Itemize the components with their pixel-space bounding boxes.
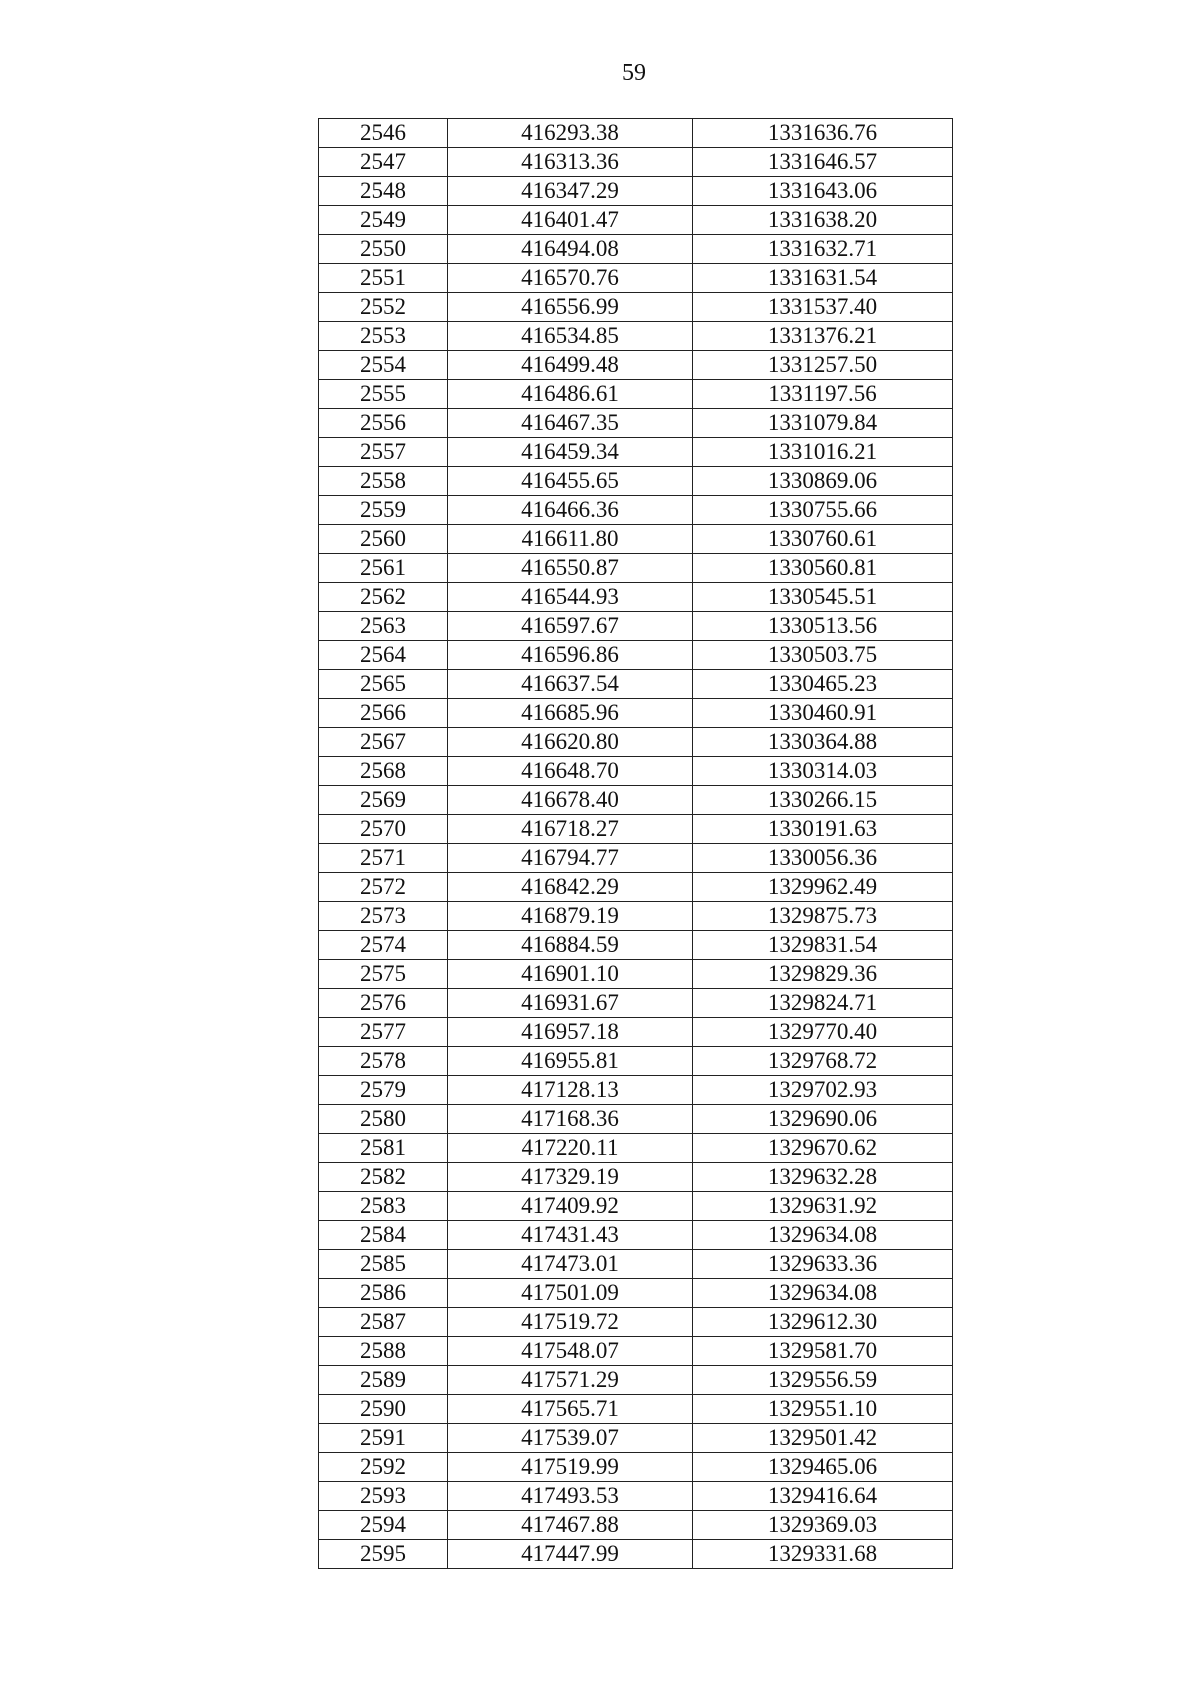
x-coordinate-cell: 416596.86 <box>448 641 693 670</box>
table-row <box>319 409 953 438</box>
y-coordinate-cell: 1330364.88 <box>693 728 953 757</box>
point-number-cell: 2595 <box>319 1540 448 1569</box>
table-row <box>319 264 953 293</box>
table-row <box>319 1221 953 1250</box>
page-number: 59 <box>622 60 646 86</box>
x-coordinate-cell: 416957.18 <box>448 1018 693 1047</box>
x-coordinate-cell: 416459.34 <box>448 438 693 467</box>
table-row <box>319 670 953 699</box>
y-coordinate-cell: 1329702.93 <box>693 1076 953 1105</box>
point-number-cell: 2579 <box>319 1076 448 1105</box>
x-coordinate-cell: 416534.85 <box>448 322 693 351</box>
point-number-cell: 2574 <box>319 931 448 960</box>
point-number-cell: 2558 <box>319 467 448 496</box>
table-row <box>319 1511 953 1540</box>
y-coordinate-cell: 1330056.36 <box>693 844 953 873</box>
table-row <box>319 1076 953 1105</box>
point-number-cell: 2561 <box>319 554 448 583</box>
y-coordinate-cell: 1331376.21 <box>693 322 953 351</box>
table-row <box>319 699 953 728</box>
x-coordinate-cell: 416550.87 <box>448 554 693 583</box>
point-number-cell: 2547 <box>319 148 448 177</box>
table-row <box>319 177 953 206</box>
y-coordinate-cell: 1329670.62 <box>693 1134 953 1163</box>
point-number-cell: 2589 <box>319 1366 448 1395</box>
point-number-cell: 2592 <box>319 1453 448 1482</box>
point-number-cell: 2575 <box>319 960 448 989</box>
x-coordinate-cell: 417128.13 <box>448 1076 693 1105</box>
table-row <box>319 467 953 496</box>
x-coordinate-cell: 416685.96 <box>448 699 693 728</box>
y-coordinate-cell: 1331643.06 <box>693 177 953 206</box>
x-coordinate-cell: 416499.48 <box>448 351 693 380</box>
x-coordinate-cell: 416879.19 <box>448 902 693 931</box>
x-coordinate-cell: 417539.07 <box>448 1424 693 1453</box>
point-number-cell: 2550 <box>319 235 448 264</box>
y-coordinate-cell: 1330314.03 <box>693 757 953 786</box>
table-row <box>319 438 953 467</box>
y-coordinate-cell: 1331257.50 <box>693 351 953 380</box>
point-number-cell: 2566 <box>319 699 448 728</box>
point-number-cell: 2578 <box>319 1047 448 1076</box>
table-row <box>319 902 953 931</box>
x-coordinate-cell: 416794.77 <box>448 844 693 873</box>
point-number-cell: 2549 <box>319 206 448 235</box>
table-row <box>319 931 953 960</box>
y-coordinate-cell: 1330560.81 <box>693 554 953 583</box>
x-coordinate-cell: 417519.72 <box>448 1308 693 1337</box>
x-coordinate-cell: 416486.61 <box>448 380 693 409</box>
y-coordinate-cell: 1330460.91 <box>693 699 953 728</box>
table-row <box>319 1163 953 1192</box>
x-coordinate-cell: 417431.43 <box>448 1221 693 1250</box>
table-row <box>319 235 953 264</box>
x-coordinate-cell: 416718.27 <box>448 815 693 844</box>
y-coordinate-cell: 1331636.76 <box>693 119 953 148</box>
table-row <box>319 1105 953 1134</box>
table-row <box>319 786 953 815</box>
point-number-cell: 2559 <box>319 496 448 525</box>
y-coordinate-cell: 1330503.75 <box>693 641 953 670</box>
table-row <box>319 728 953 757</box>
y-coordinate-cell: 1330869.06 <box>693 467 953 496</box>
y-coordinate-cell: 1329829.36 <box>693 960 953 989</box>
y-coordinate-cell: 1329551.10 <box>693 1395 953 1424</box>
table-row <box>319 612 953 641</box>
point-number-cell: 2585 <box>319 1250 448 1279</box>
x-coordinate-cell: 416931.67 <box>448 989 693 1018</box>
table-row <box>319 844 953 873</box>
y-coordinate-cell: 1331646.57 <box>693 148 953 177</box>
point-number-cell: 2577 <box>319 1018 448 1047</box>
point-number-cell: 2546 <box>319 119 448 148</box>
x-coordinate-cell: 416901.10 <box>448 960 693 989</box>
table-row <box>319 1047 953 1076</box>
point-number-cell: 2594 <box>319 1511 448 1540</box>
x-coordinate-cell: 417571.29 <box>448 1366 693 1395</box>
table-row <box>319 960 953 989</box>
y-coordinate-cell: 1330191.63 <box>693 815 953 844</box>
point-number-cell: 2548 <box>319 177 448 206</box>
x-coordinate-cell: 416467.35 <box>448 409 693 438</box>
y-coordinate-cell: 1331079.84 <box>693 409 953 438</box>
point-number-cell: 2567 <box>319 728 448 757</box>
y-coordinate-cell: 1330755.66 <box>693 496 953 525</box>
y-coordinate-cell: 1329631.92 <box>693 1192 953 1221</box>
point-number-cell: 2569 <box>319 786 448 815</box>
table-row <box>319 1453 953 1482</box>
y-coordinate-cell: 1331638.20 <box>693 206 953 235</box>
point-number-cell: 2568 <box>319 757 448 786</box>
point-number-cell: 2584 <box>319 1221 448 1250</box>
coordinates-table-body <box>319 119 953 1569</box>
point-number-cell: 2560 <box>319 525 448 554</box>
x-coordinate-cell: 416955.81 <box>448 1047 693 1076</box>
point-number-cell: 2563 <box>319 612 448 641</box>
y-coordinate-cell: 1329634.08 <box>693 1279 953 1308</box>
table-row <box>319 119 953 148</box>
point-number-cell: 2570 <box>319 815 448 844</box>
y-coordinate-cell: 1330513.56 <box>693 612 953 641</box>
x-coordinate-cell: 416455.65 <box>448 467 693 496</box>
point-number-cell: 2556 <box>319 409 448 438</box>
point-number-cell: 2572 <box>319 873 448 902</box>
coordinates-table <box>318 118 953 1569</box>
y-coordinate-cell: 1330545.51 <box>693 583 953 612</box>
x-coordinate-cell: 417548.07 <box>448 1337 693 1366</box>
y-coordinate-cell: 1329831.54 <box>693 931 953 960</box>
y-coordinate-cell: 1329875.73 <box>693 902 953 931</box>
x-coordinate-cell: 416466.36 <box>448 496 693 525</box>
y-coordinate-cell: 1330465.23 <box>693 670 953 699</box>
table-row <box>319 1250 953 1279</box>
table-row <box>319 1279 953 1308</box>
point-number-cell: 2581 <box>319 1134 448 1163</box>
point-number-cell: 2576 <box>319 989 448 1018</box>
point-number-cell: 2564 <box>319 641 448 670</box>
y-coordinate-cell: 1329690.06 <box>693 1105 953 1134</box>
table-row <box>319 293 953 322</box>
y-coordinate-cell: 1329768.72 <box>693 1047 953 1076</box>
point-number-cell: 2586 <box>319 1279 448 1308</box>
x-coordinate-cell: 417501.09 <box>448 1279 693 1308</box>
point-number-cell: 2583 <box>319 1192 448 1221</box>
point-number-cell: 2587 <box>319 1308 448 1337</box>
table-row <box>319 989 953 1018</box>
table-row <box>319 1337 953 1366</box>
x-coordinate-cell: 417473.01 <box>448 1250 693 1279</box>
point-number-cell: 2565 <box>319 670 448 699</box>
x-coordinate-cell: 416637.54 <box>448 670 693 699</box>
y-coordinate-cell: 1330760.61 <box>693 525 953 554</box>
table-row <box>319 1192 953 1221</box>
x-coordinate-cell: 417519.99 <box>448 1453 693 1482</box>
y-coordinate-cell: 1329581.70 <box>693 1337 953 1366</box>
table-row <box>319 583 953 612</box>
table-row <box>319 554 953 583</box>
y-coordinate-cell: 1329465.06 <box>693 1453 953 1482</box>
x-coordinate-cell: 416544.93 <box>448 583 693 612</box>
point-number-cell: 2590 <box>319 1395 448 1424</box>
x-coordinate-cell: 416842.29 <box>448 873 693 902</box>
y-coordinate-cell: 1329416.64 <box>693 1482 953 1511</box>
point-number-cell: 2580 <box>319 1105 448 1134</box>
x-coordinate-cell: 417168.36 <box>448 1105 693 1134</box>
point-number-cell: 2562 <box>319 583 448 612</box>
x-coordinate-cell: 416313.36 <box>448 148 693 177</box>
table-row <box>319 525 953 554</box>
x-coordinate-cell: 416347.29 <box>448 177 693 206</box>
y-coordinate-cell: 1329331.68 <box>693 1540 953 1569</box>
table-row <box>319 1308 953 1337</box>
y-coordinate-cell: 1329634.08 <box>693 1221 953 1250</box>
x-coordinate-cell: 417493.53 <box>448 1482 693 1511</box>
x-coordinate-cell: 416401.47 <box>448 206 693 235</box>
table-row <box>319 815 953 844</box>
table-row <box>319 496 953 525</box>
y-coordinate-cell: 1330266.15 <box>693 786 953 815</box>
table-row <box>319 1366 953 1395</box>
point-number-cell: 2591 <box>319 1424 448 1453</box>
table-row <box>319 641 953 670</box>
table-row <box>319 351 953 380</box>
table-row <box>319 322 953 351</box>
x-coordinate-cell: 416494.08 <box>448 235 693 264</box>
y-coordinate-cell: 1331631.54 <box>693 264 953 293</box>
x-coordinate-cell: 417329.19 <box>448 1163 693 1192</box>
x-coordinate-cell: 416293.38 <box>448 119 693 148</box>
y-coordinate-cell: 1329632.28 <box>693 1163 953 1192</box>
point-number-cell: 2571 <box>319 844 448 873</box>
y-coordinate-cell: 1329612.30 <box>693 1308 953 1337</box>
table-row <box>319 1482 953 1511</box>
table-row <box>319 873 953 902</box>
point-number-cell: 2588 <box>319 1337 448 1366</box>
table-row <box>319 1134 953 1163</box>
table-row <box>319 380 953 409</box>
y-coordinate-cell: 1329501.42 <box>693 1424 953 1453</box>
x-coordinate-cell: 416597.67 <box>448 612 693 641</box>
table-row <box>319 1018 953 1047</box>
x-coordinate-cell: 416556.99 <box>448 293 693 322</box>
y-coordinate-cell: 1329556.59 <box>693 1366 953 1395</box>
table-row <box>319 1395 953 1424</box>
point-number-cell: 2555 <box>319 380 448 409</box>
table-row <box>319 757 953 786</box>
y-coordinate-cell: 1329369.03 <box>693 1511 953 1540</box>
table-row <box>319 206 953 235</box>
y-coordinate-cell: 1329770.40 <box>693 1018 953 1047</box>
table-row <box>319 1540 953 1569</box>
point-number-cell: 2554 <box>319 351 448 380</box>
x-coordinate-cell: 417220.11 <box>448 1134 693 1163</box>
y-coordinate-cell: 1329633.36 <box>693 1250 953 1279</box>
x-coordinate-cell: 417447.99 <box>448 1540 693 1569</box>
x-coordinate-cell: 417467.88 <box>448 1511 693 1540</box>
y-coordinate-cell: 1331632.71 <box>693 235 953 264</box>
point-number-cell: 2553 <box>319 322 448 351</box>
point-number-cell: 2573 <box>319 902 448 931</box>
x-coordinate-cell: 417409.92 <box>448 1192 693 1221</box>
y-coordinate-cell: 1331197.56 <box>693 380 953 409</box>
y-coordinate-cell: 1329962.49 <box>693 873 953 902</box>
table-row <box>319 1424 953 1453</box>
point-number-cell: 2551 <box>319 264 448 293</box>
point-number-cell: 2593 <box>319 1482 448 1511</box>
y-coordinate-cell: 1331016.21 <box>693 438 953 467</box>
point-number-cell: 2552 <box>319 293 448 322</box>
x-coordinate-cell: 416611.80 <box>448 525 693 554</box>
y-coordinate-cell: 1329824.71 <box>693 989 953 1018</box>
x-coordinate-cell: 416570.76 <box>448 264 693 293</box>
x-coordinate-cell: 416884.59 <box>448 931 693 960</box>
point-number-cell: 2557 <box>319 438 448 467</box>
x-coordinate-cell: 416648.70 <box>448 757 693 786</box>
table-row <box>319 148 953 177</box>
y-coordinate-cell: 1331537.40 <box>693 293 953 322</box>
point-number-cell: 2582 <box>319 1163 448 1192</box>
x-coordinate-cell: 416620.80 <box>448 728 693 757</box>
x-coordinate-cell: 417565.71 <box>448 1395 693 1424</box>
x-coordinate-cell: 416678.40 <box>448 786 693 815</box>
